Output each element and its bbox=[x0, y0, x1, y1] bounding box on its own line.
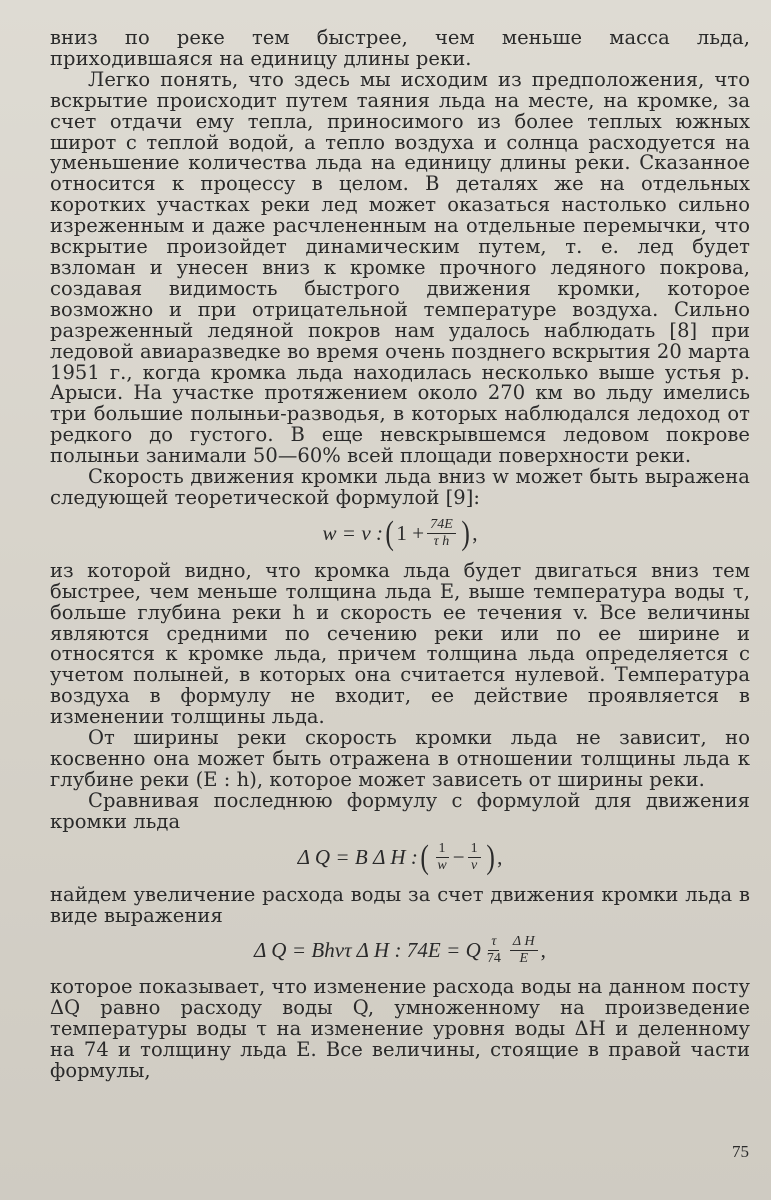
formula-1-numerator: 74E bbox=[427, 517, 456, 534]
paragraph-increase: найдем увеличение расхода воды за счет движения кромки льда в виде выражения bbox=[50, 882, 750, 927]
paragraph-explanation: из которой видно, что кромка льда будет двигаться вниз тем быстрее, чем меньше толщина льда E, выше температура воды τ, больше глубина реки h и скорость ее течения v. Все величины являются средними по сечению реки или по ее ширине и относятся к кромке льда, причем толщина льда определяется с учетом полыней, в которых она считается нулевой. Температура воздуха в формулу не входит, ее действие проявляется в изменении толщины льда. bbox=[50, 558, 750, 729]
formula-discharge-increase bbox=[50, 934, 750, 967]
formula-1-close-paren: ) bbox=[461, 514, 470, 552]
formula-3-trail: , bbox=[540, 938, 546, 963]
formula-1-fraction bbox=[427, 517, 456, 550]
page-text bbox=[50, 28, 750, 1082]
paragraph-comparing: Сравнивая последнюю формулу с формулой для движения кромки льда bbox=[50, 788, 750, 833]
formula-3-numerator-1: τ bbox=[488, 934, 499, 951]
formula-2-minus: − bbox=[452, 845, 465, 870]
paragraph-continuation: вниз по реке тем быстрее, чем меньше масса льда, приходившаяся на единицу длины реки. bbox=[50, 26, 750, 70]
formula-2-open-paren: ( bbox=[420, 838, 429, 876]
paragraph-edge-speed: Скорость движения кромки льда вниз w может быть выражена следующей теоретической формулой [9]: bbox=[50, 465, 750, 509]
formula-1-trail: , bbox=[472, 521, 478, 546]
formula-2-denominator-2: v bbox=[471, 858, 478, 874]
formula-edge-speed bbox=[50, 514, 750, 552]
formula-discharge-change bbox=[50, 838, 750, 876]
formula-1-open-paren: ( bbox=[385, 514, 394, 552]
formula-1-one-plus: 1 + bbox=[396, 521, 425, 546]
formula-3-fraction-1 bbox=[484, 934, 504, 967]
formula-2-denominator-1: w bbox=[437, 858, 447, 874]
paragraph-ice-melting: Легко понять, что здесь мы исходим из предположения, что вскрытие происходит путем таяния льда на месте, на кромке, за счет отдачи ему тепла, приносимого из более теплых южных широт с теплой водой, а тепло воздуха и солнца расходуется на уменьшение количества льда на единицу длины реки. Сказанное относится к процессу в целом. В деталях же на отдельных коротких участках реки лед может оказаться настолько сильно изреженным и даже расчлененным на отдельные перемычки, что вскрытие произойдет динамическим путем, т. е. лед будет взломан и унесен вниз к кромке прочного ледяного покрова, создавая видимость быстрого движения кромки, которое возможно и при отрицательной температуре воздуха. Сильно разреженный ледяной покров нам удалось наблюдать [8] при ледовой авиаразведке во время очень позднего вскрытия 20 марта 1951 г., когда кромка льда находилась несколько выше устья р. Арыси. На участке протяжением около 270 км во льду имелись три большие полыньи-разводья, в которых наблюдался ледоход от редкого до густого. В еще невскрывшемся ледовом покрове полыньи занимали 50—60% всей площади поверхности реки. bbox=[50, 67, 750, 468]
paragraph-width: От ширины реки скорость кромки льда не зависит, но косвенно она может быть отражена в отношении толщины льда к глубине реки (E : h), которое может зависеть от ширины реки. bbox=[50, 726, 750, 791]
formula-3-numerator-2: Δ H bbox=[510, 934, 538, 951]
paragraph-conclusion: которое показывает, что изменение расхода воды на данном посту ΔQ равно расходу воды Q, умноженному на произведение температуры воды τ на изменение уровня воды ΔH и деленному на 74 и толщину льда E. Все величины, стоящие в правой части формулы, bbox=[50, 975, 750, 1083]
formula-2-numerator-2: 1 bbox=[468, 841, 481, 858]
formula-2-numerator-1: 1 bbox=[436, 841, 449, 858]
formula-1-denominator: τ h bbox=[433, 534, 450, 550]
page-number: 75 bbox=[732, 1142, 749, 1161]
formula-2-trail: , bbox=[497, 845, 503, 870]
formula-3-denominator-1: 74 bbox=[486, 951, 501, 967]
formula-3-denominator-2: E bbox=[519, 951, 529, 967]
formula-1-lhs: w = v : bbox=[322, 521, 384, 546]
formula-3-fraction-2 bbox=[510, 934, 538, 967]
formula-2-close-paren: ) bbox=[486, 838, 495, 876]
formula-2-lhs: Δ Q = B Δ H : bbox=[297, 845, 418, 870]
formula-3-lhs: Δ Q = Bhvτ Δ H : 74E = Q bbox=[254, 938, 481, 963]
formula-2-fraction-1 bbox=[434, 841, 449, 874]
formula-2-fraction-2 bbox=[468, 841, 481, 874]
